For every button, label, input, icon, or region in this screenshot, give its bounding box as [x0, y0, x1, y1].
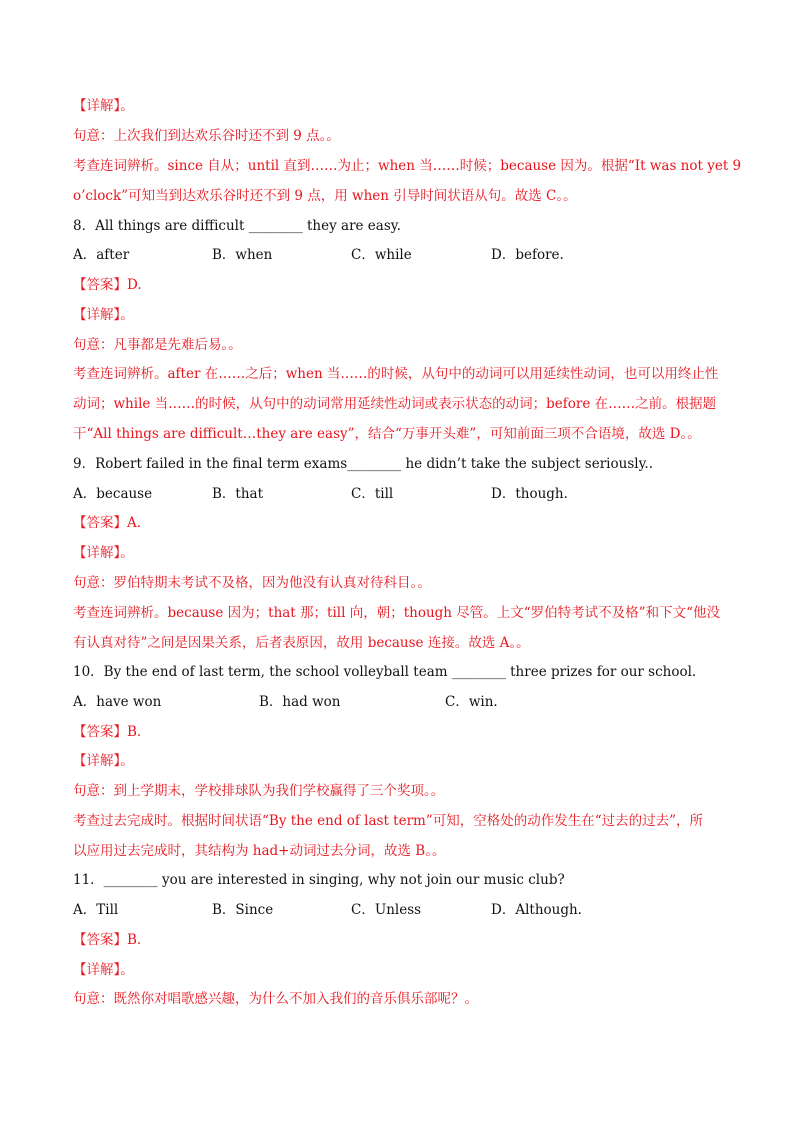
- option-a: A．because: [73, 486, 153, 502]
- answer-line: 【答案】D.: [73, 277, 142, 293]
- explanation-line: 动词；while 当……的时候，从句中的动词常用延续性动词或表示状态的动词；before 在……之前。根据题: [73, 396, 717, 412]
- option-d: D．before.: [491, 247, 564, 263]
- option-d: D．Although.: [491, 902, 582, 918]
- option-a: A．after: [73, 247, 130, 263]
- option-d: D．though.: [491, 486, 568, 502]
- question-8: 8．All things are difficult ________ they are easy.: [73, 218, 401, 234]
- option-c: C．Unless: [351, 902, 422, 918]
- explanation-line: 干“All things are difficult…they are easy”，结合“万事开头难”，可知前面三项不合语境，故选 D。。: [73, 426, 701, 442]
- answer-line: 【答案】A.: [73, 515, 142, 531]
- option-a: A．Till: [73, 902, 119, 918]
- option-b: B．that: [212, 486, 264, 502]
- detail-heading: 【详解】。: [73, 753, 134, 769]
- question-9: 9．Robert failed in the final term exams________ he didn’t take the subject seriously..: [73, 456, 653, 472]
- question-8-options: [73, 246, 733, 264]
- explanation-line: 考查过去完成时。根据时间状语“By the end of last term”可知，空格处的动作发生在“过去的过去”，所: [73, 813, 704, 829]
- answer-line: 【答案】B.: [73, 724, 142, 740]
- question-11: 11．________ you are interested in singing, why not join our music club?: [73, 872, 565, 888]
- detail-heading: 【详解】。: [73, 545, 134, 561]
- explanation-line: o’clock”可知当到达欢乐谷时还不到 9 点，用 when 引导时间状语从句。故选 C。。: [73, 188, 577, 204]
- detail-heading: 【详解】。: [73, 962, 134, 978]
- option-b: B．when: [212, 247, 273, 263]
- answer-line: 【答案】B.: [73, 932, 142, 948]
- sentence-meaning: 句意：罗伯特期末考试不及格，因为他没有认真对待科目。。: [73, 575, 431, 591]
- option-a: A．have won: [73, 694, 162, 710]
- option-c: C．while: [351, 247, 412, 263]
- question-11-options: [73, 901, 733, 919]
- option-c: C．till: [351, 486, 394, 502]
- detail-heading: 【详解】。: [73, 307, 134, 323]
- explanation-line: 考查连词辨析。since 自从；until 直到……为止；when 当……时候；because 因为。根据“It was not yet 9: [73, 158, 742, 174]
- sentence-meaning: 句意：凡事都是先难后易。。: [73, 337, 242, 353]
- sentence-meaning: 句意：到上学期末，学校排球队为我们学校赢得了三个奖项。。: [73, 783, 445, 799]
- explanation-line: 以应用过去完成时，其结构为 had+动词过去分词，故选 B。。: [73, 843, 446, 859]
- question-10-options: [73, 693, 733, 711]
- option-c: C．win.: [445, 694, 498, 710]
- explanation-line: 考查连词辨析。because 因为；that 那；till 向，朝；though 尽管。上文“罗伯特考试不及格”和下文“他没: [73, 605, 720, 621]
- option-b: B．Since: [212, 902, 274, 918]
- sentence-meaning: 句意：上次我们到达欢乐谷时还不到 9 点。。: [73, 128, 340, 144]
- detail-heading: 【详解】。: [73, 98, 134, 114]
- sentence-meaning: 句意：既然你对唱歌感兴趣，为什么不加入我们的音乐俱乐部呢？。: [73, 991, 478, 1007]
- question-10: 10．By the end of last term, the school volleyball team ________ three prizes for our school.: [73, 664, 697, 680]
- explanation-line: 考查连词辨析。after 在……之后；when 当……的时候，从句中的动词可以用延续性动词，也可以用终止性: [73, 366, 719, 382]
- question-9-options: [73, 485, 733, 503]
- option-b: B．had won: [259, 694, 341, 710]
- explanation-line: 有认真对待”之间是因果关系，后者表原因，故用 because 连接。故选 A。。: [73, 635, 530, 651]
